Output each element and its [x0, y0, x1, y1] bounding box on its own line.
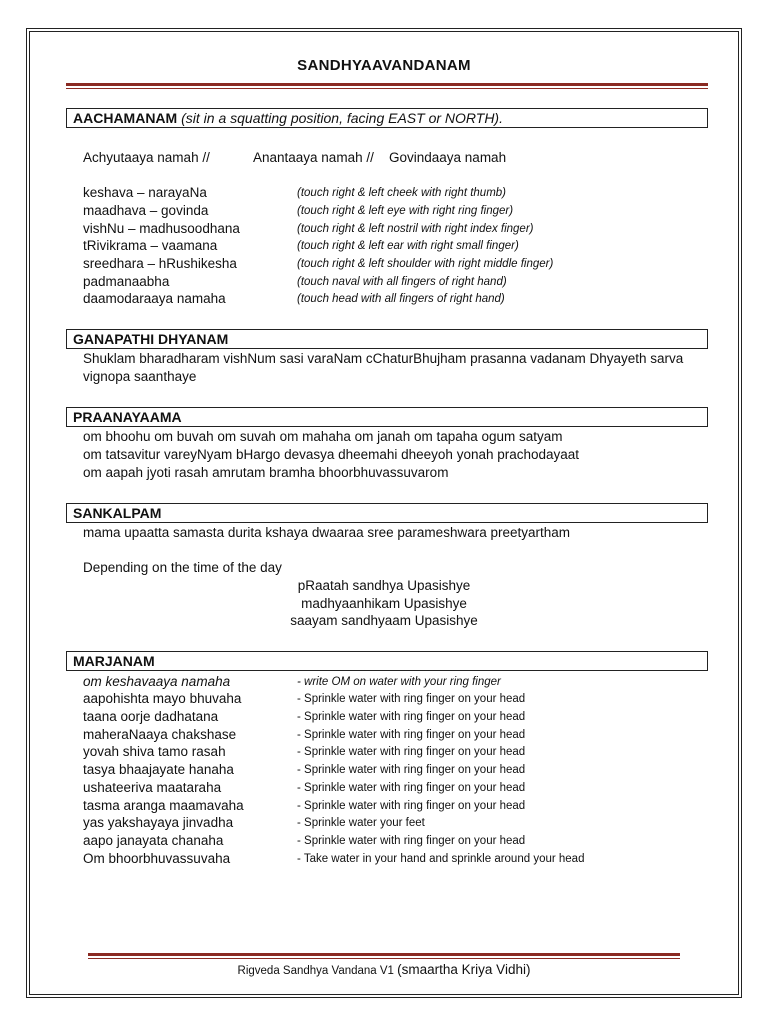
- instruction: - Sprinkle water with ring finger on your head: [297, 764, 526, 776]
- mantra: taana oorje dadhatana: [83, 709, 219, 724]
- mantra: sreedhara – hRushikesha: [83, 256, 237, 271]
- mantra: maadhava – govinda: [83, 203, 209, 218]
- section-sankalpam: [66, 503, 708, 523]
- intro-2: Anantaaya namah //: [253, 150, 374, 165]
- section-heading: MARJANAM: [73, 653, 155, 669]
- ganapathi-line-1: Shuklam bharadharam vishNum sasi varaNam cChaturBhujham prasanna vadanam Dhyayeth sarva: [83, 351, 684, 366]
- mantra: aapohishta mayo bhuvaha: [83, 691, 242, 706]
- instruction: (touch right & left shoulder with right middle finger): [297, 258, 554, 270]
- section-praanayaama: [66, 407, 708, 427]
- mantra: aapo janayata chanaha: [83, 833, 224, 848]
- instruction: - Sprinkle water with ring finger on your head: [297, 835, 526, 847]
- section-aachamanam: [66, 108, 708, 128]
- section-ganapathi: [66, 329, 708, 349]
- mantra: padmanaabha: [83, 274, 170, 289]
- instruction: - Sprinkle water with ring finger on your head: [297, 782, 526, 794]
- section-heading: SANKALPAM: [73, 505, 162, 521]
- praanayaama-line-3: om aapah jyoti rasah amrutam bramha bhoorbhuvassuvarom: [83, 465, 449, 480]
- mantra: tRivikrama – vaamana: [83, 238, 218, 253]
- time-of-day-label: Depending on the time of the day: [83, 560, 282, 575]
- mantra: Om bhoorbhuvassuvaha: [83, 851, 231, 866]
- instruction: - Sprinkle water with ring finger on your head: [297, 711, 526, 723]
- intro-1: Achyutaaya namah //: [83, 150, 210, 165]
- ganapathi-line-2: vignopa saanthaye: [83, 369, 197, 384]
- footer: [0, 962, 768, 977]
- mantra: keshava – narayaNa: [83, 185, 207, 200]
- instruction: (touch naval with all fingers of right hand): [297, 276, 507, 288]
- footer-subtitle: (smaartha Kriya Vidhi): [397, 962, 531, 977]
- instruction: - Sprinkle water with ring finger on your head: [297, 729, 526, 741]
- instruction: (touch right & left cheek with right thumb): [297, 187, 507, 199]
- instruction: - write OM on water with your ring finger: [297, 676, 501, 688]
- praanayaama-line-2: om tatsavitur vareyNyam bHargo devasya dheemahi dheeyoh yonah prachodayaat: [83, 447, 580, 462]
- mantra: vishNu – madhusoodhana: [83, 221, 240, 236]
- time-option-morning: pRaatah sandhya Upasishye: [297, 578, 471, 593]
- instruction: (touch right & left ear with right small finger): [297, 240, 519, 252]
- instruction: (touch right & left nostril with right index finger): [297, 223, 534, 235]
- instruction: (touch head with all fingers of right hand): [297, 293, 505, 305]
- footer-divider: [88, 953, 680, 959]
- section-heading: GANAPATHI DHYANAM: [73, 331, 229, 347]
- instruction: - Sprinkle water with ring finger on your head: [297, 800, 526, 812]
- footer-title: Rigveda Sandhya Vandana V1: [237, 965, 394, 977]
- section-heading: AACHAMANAM (sit in a squatting position, facing EAST or NORTH).: [73, 110, 503, 126]
- mantra: ushateeriva maataraha: [83, 780, 222, 795]
- instruction: (touch right & left eye with right ring finger): [297, 205, 514, 217]
- section-heading: PRAANAYAAMA: [73, 409, 182, 425]
- page-title: SANDHYAAVANDANAM: [297, 57, 471, 74]
- mantra: yovah shiva tamo rasah: [83, 744, 226, 759]
- mantra: tasma aranga maamavaha: [83, 798, 244, 813]
- title-divider: [66, 83, 708, 89]
- praanayaama-line-1: om bhoohu om buvah om suvah om mahaha om janah om tapaha ogum satyam: [83, 429, 563, 444]
- time-option-noon: madhyaanhikam Upasishye: [301, 596, 467, 611]
- mantra: maheraNaaya chakshase: [83, 727, 237, 742]
- sankalpam-line: mama upaatta samasta durita kshaya dwaaraa sree parameshwara preetyartham: [83, 525, 570, 540]
- section-marjanam: [66, 651, 708, 671]
- instruction: - Sprinkle water your feet: [297, 817, 425, 829]
- mantra: yas yakshayaya jinvadha: [83, 815, 234, 830]
- time-option-evening: saayam sandhyaam Upasishye: [290, 613, 478, 628]
- mantra: om keshavaaya namaha: [83, 674, 231, 689]
- intro-3: Govindaaya namah: [389, 150, 507, 165]
- mantra: daamodaraaya namaha: [83, 291, 226, 306]
- instruction: - Sprinkle water with ring finger on your head: [297, 746, 526, 758]
- instruction: - Take water in your hand and sprinkle around your head: [297, 853, 585, 865]
- mantra: tasya bhaajayate hanaha: [83, 762, 234, 777]
- instruction: - Sprinkle water with ring finger on your head: [297, 693, 526, 705]
